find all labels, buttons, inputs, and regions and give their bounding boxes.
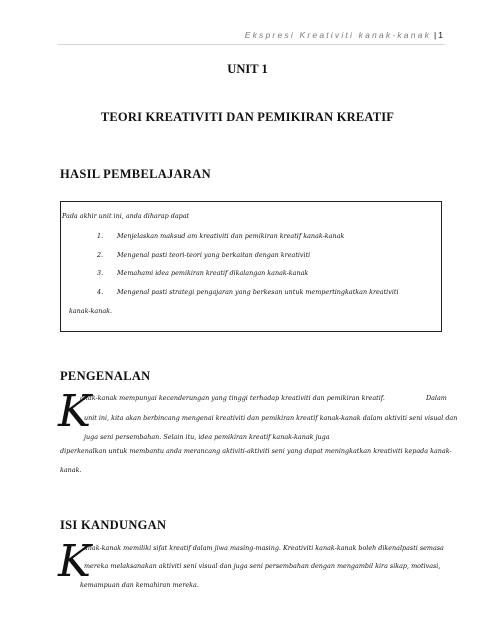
paragraph-line: Dalam	[426, 394, 447, 402]
page-title: TEORI KREATIVITI DAN PEMIKIRAN KREATIF	[100, 110, 395, 124]
drop-cap: K	[58, 536, 91, 587]
paragraph-line: anak-kanak mempunyai kecenderungan yang tinggi terhadap kreativiti dan pemikiran kreatif.	[80, 394, 385, 402]
outcome-number: 2.	[97, 251, 104, 259]
paragraph-line: mereka melaksanakan aktiviti seni visual dan juga seni persembahan dengan mengambil kira sikap, motivasi,	[84, 562, 441, 570]
running-header	[245, 30, 443, 40]
outcome-item	[97, 232, 344, 240]
heading-isi-kandungan: ISI KANDUNGAN	[60, 518, 167, 532]
outcome-number: 3.	[97, 269, 104, 277]
outcome-text: Mengenal pasti strategi pengajaran yang berkesan untuk mempertingkatkan kreativiti	[117, 288, 399, 296]
heading-pengenalan: PENGENALAN	[60, 369, 151, 383]
paragraph-line: juga seni persembahan. Selain itu, idea pemikiran kreatif kanak-kanak juga	[84, 433, 330, 441]
learning-outcomes-box	[60, 201, 442, 332]
outcome-item	[97, 251, 310, 259]
paragraph-line: anak-kanak memiliki sifat kreatif dalam jiwa masing-masing. Kreativiti kanak-kanak boleh dikenalpasti semasa	[84, 544, 444, 552]
header-separator: |	[434, 30, 437, 40]
outcome-number: 4.	[97, 288, 104, 296]
heading-hasil-pembelajaran: HASIL PEMBELAJARAN	[60, 167, 211, 181]
outcome-text: Memahami idea pemikiran kreatif dikalangan kanak-kanak	[117, 269, 309, 277]
drop-cap: K	[58, 386, 91, 437]
outcome-number: 1.	[97, 232, 104, 240]
outcome-continuation: kanak-kanak.	[69, 307, 113, 315]
paragraph-line: kemampuan dan kemahiran mereka.	[80, 581, 199, 589]
header-rule	[58, 44, 445, 45]
outcomes-intro: Pada akhir unit ini, anda diharap dapat	[62, 212, 190, 220]
unit-label: UNIT 1	[227, 62, 268, 76]
page-number: 1	[438, 30, 443, 40]
paragraph-line: diperkenalkan untuk membantu anda merancang aktiviti-aktiviti seni yang dapat meningkatkan kreativiti kepada kanak-	[60, 447, 452, 455]
running-title: Ekspresi Kreativiti kanak-kanak	[244, 30, 432, 40]
paragraph-line: kanak.	[60, 466, 82, 474]
outcome-text: Menjelaskan maksud am kreativiti dan pemikiran kreatif kanak-kanak	[117, 232, 345, 240]
paragraph-line: unit ini, kita akan berbincang mengenai kreativiti dan pemikiran kreatif kanak-kanak dalam aktiviti seni visual dan	[84, 414, 458, 422]
outcome-item	[97, 288, 399, 296]
outcome-item	[97, 269, 308, 277]
outcome-text: Mengenal pasti teori-teori yang berkaitan dengan kreativiti	[117, 251, 311, 259]
